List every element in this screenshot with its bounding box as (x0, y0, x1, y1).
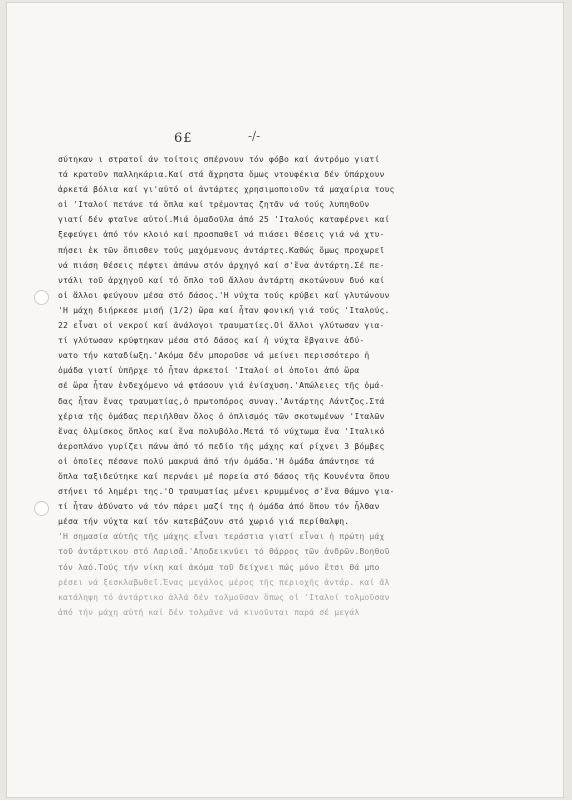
text-line: ὁμάδα γιατί ὑπῆρχε τό ἦταν ἀρκετοί 'Ιταλοί οἱ ὁποῖοι ἀπό ὥρα (58, 365, 360, 376)
text-line: πήσει ἐκ τῶν ὄπισθεν τούς μαχόμενους ἀντάρτες.Καθώς ὅμως προχωρεῖ (58, 244, 385, 255)
text-line: τί ἦταν ἀδύνατο νά τόν πάρει μαζί της ἡ ὁμάδα ἀπό ὅπου τόν ἦλθαν (58, 501, 380, 512)
text-line: ξεφεύγει ἀπό τόν κλοιό καί προσπαθεῖ νά πιάσει θέσεις γιά νά χτυ- (58, 229, 385, 240)
text-line: οἱ ὁποῖες πέσανε πολύ μακρυά ἀπό τήν ὁμάδα.'Η ὁμάδα ἀπάντησε τά (58, 455, 375, 466)
typewritten-text-body (58, 152, 536, 620)
text-line: στήνει τό λημέρι της.'Ο τραυματίας μένει κρυμμένος σ'ἕνα θάμνο για- (58, 486, 395, 497)
text-line: ὅπλα ταξιδεύτηκε καί περνάει μέ πορεία στό δάσος τῆς Κουνέντα ὅπου (58, 470, 390, 481)
text-line: ντάλι τοῦ ἀρχηγοῦ καί τό ὅπλο τοῦ ἄλλου ἀντάρτη σκοτώνουν δυό καί (58, 274, 385, 285)
text-line: 22 εἶναι οἱ νεκροί καί ἀνάλογοι τραυματίες.Οἱ ἄλλοι γλύτωσαν για- (58, 320, 385, 331)
text-line: οἱ ἄλλοι φεύγουν μέσα στό δάσος.'Η νύχτα τούς κρύβει καί γλυτώνουν (58, 289, 390, 300)
typewritten-page (6, 2, 564, 798)
text-line: οἱ 'Ιταλοί πετάνε τά ὅπλα καί τρέμοντας ζητᾶν νά τούς λυπηθοῦν (58, 199, 370, 210)
text-line: ρέσει νά ξεσκλαβωθεῖ.Ένας μεγάλος μέρος τῆς περιοχῆς ἀντάρ. καί ἄλ (58, 576, 390, 587)
binder-punch-hole (34, 501, 49, 516)
text-line: νατο τήν καταδίωξη.'Ακόμα δέν μποροῦσε νά μείνει περισσότερο ἡ (58, 350, 370, 361)
text-line: σέ ὥρα ἦταν ἐνδεχόμενο νά φτάσουν γιά ἐνίσχυση.'Απώλειες τῆς ὁμά- (58, 380, 385, 391)
text-line: σύτηκαν ι στρατοί άν τοίτοις σπέρνουν τόν φόβο καί άντρόμο γιατί (58, 154, 380, 164)
text-line: χέρια τῆς ὁμάδας περιῆλθαν ὅλος ὁ ὁπλισμός τῶν σκοτωμένων 'Ιταλῶν (58, 410, 385, 421)
text-line: κατάληψη τό ἀντάρτικο ἀλλά δέν τολμοῦσαν ὅπως οἱ 'Ιταλοί τολμοῦσαν (58, 591, 390, 602)
text-line: ἀρκετά βόλια καί γι'αὐτό οἱ ἀντάρτες χρησιμοποιοῦν τά μαχαίρια τους (58, 184, 395, 195)
text-line: τοῦ ἀντάρτικου στό Λαρισᾶ.'Αποδεικνύει τό θάρρος τῶν ἀνδρῶν.Βοηθοῦ (58, 546, 390, 557)
text-line: ἕνας ὁλμίσκος ὅπλος καί ἕνα πολυβόλο.Μετά τό νύχτωμα ἕνα 'Ιταλικό (58, 425, 385, 436)
text-line: 'Η σημασία αὐτῆς τῆς μάχης εἶναι τεράστια γιατί εἶναι ἡ πρώτη μάχ (58, 531, 385, 542)
text-line: ἀεροπλάνο γυρίζει πάνω ἀπό τό πεδίο τῆς μάχης καί ρίχνει 3 βόμβες (58, 440, 385, 451)
handwritten-margin-mark: -/- (248, 129, 261, 143)
text-line: τί γλύτωσαν κρύφτηκαν μέσα στό δάσος καί ἡ νύχτα ἔβγαινε ἀδύ- (58, 335, 365, 346)
text-line: μέσα τήν νύχτα καί τόν κατεβάζουν στό χωριό γιά περίθαλψη. (58, 516, 350, 527)
text-line: τά κρατοῦν παλληκάρια.Καί στά ἄχρηστα ὅμως ντουφέκια δέν ὑπάρχουν (58, 169, 385, 180)
text-line: τόν λαό.Τούς τήν νίκη καί ἀκόμα τοῦ δείχνει πώς μόνο ἔτσι θά μπο (58, 561, 380, 572)
text-line: γιατί δέν φταῖνε αὐτοί.Μιά ὁμαδοῦλα ἀπό 25 'Ιταλούς καταφέρνει καί (58, 214, 390, 225)
text-line: 'Η μάχη διήρκεσε μισή (1/2) ὥρα καί ἦταν φονική γιά τούς 'Ιταλούς. (58, 304, 390, 315)
binder-punch-hole (34, 290, 49, 305)
text-line: νά πιάση θέσεις πέφτει ἀπάνω στόν ἀρχηγό καί σ'ἕνα ἀντάρτη.Σέ πε- (58, 259, 385, 270)
text-line: δας ἦταν ἕνας τραυματίας,ὁ πρωτοπόρος συναγ.'Αντάρτης Λάντζος.Στά (58, 395, 385, 406)
handwritten-page-number: 6£ (174, 131, 193, 146)
text-line: ἀπό τήν μάχη αὐτή καί δέν τολμᾶνε νά κινοῦνται παρά σέ μεγάλ (58, 606, 360, 617)
